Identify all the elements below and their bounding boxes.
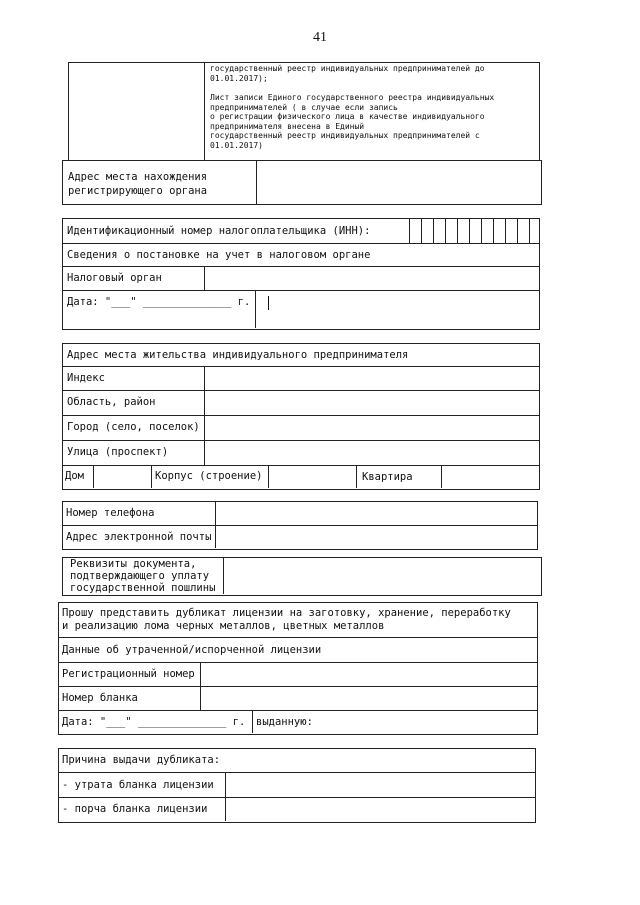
reason-loss-label: - утрата бланка лицензии — [62, 779, 214, 791]
tax-authority-label: Налоговый орган — [67, 272, 162, 284]
issued-label: выданную: — [256, 716, 313, 728]
reg-address-field[interactable] — [258, 162, 538, 202]
region-field[interactable] — [206, 392, 538, 414]
request-text-1: Прошу представить дубликат лицензии на заготовку, хранение, переработку — [62, 607, 511, 619]
index-label: Индекс — [67, 372, 105, 384]
form-number-label: Номер бланка — [62, 692, 138, 704]
street-label: Улица (проспект) — [67, 446, 169, 458]
house-field[interactable] — [95, 467, 150, 487]
tax-date-field[interactable] — [257, 292, 538, 327]
lost-license-data-label: Данные об утраченной/испорченной лицензии — [62, 644, 322, 656]
top-text-1: государственный реестр индивидуальных предпринимателей до 01.01.2017); — [210, 64, 485, 83]
inn-label: Идентификационный номер налогоплательщика (ИНН): — [67, 225, 371, 237]
city-field[interactable] — [206, 417, 538, 439]
house-label: Дом — [65, 470, 84, 482]
phone-label: Номер телефона — [66, 507, 155, 519]
issued-field[interactable] — [320, 712, 536, 732]
form-number-field[interactable] — [202, 688, 536, 709]
apartment-field[interactable] — [443, 467, 538, 487]
building-field[interactable] — [270, 467, 355, 487]
street-field[interactable] — [206, 442, 538, 464]
request-date-label: Дата: "___" ______________ г. — [62, 716, 246, 728]
reason-title: Причина выдачи дубликата: — [62, 754, 221, 766]
reg-address-label-1: Адрес места нахождения — [68, 171, 208, 183]
page-number: 41 — [313, 30, 327, 45]
index-field[interactable] — [206, 368, 538, 389]
payment-label-3: государственной пошлины — [70, 582, 216, 594]
tax-authority-field[interactable] — [206, 268, 538, 289]
building-label: Корпус (строение) — [155, 470, 263, 482]
reason-loss-field[interactable] — [227, 774, 534, 796]
inn-digit-cells[interactable] — [410, 219, 538, 242]
payment-label-2: подтверждающего уплату — [70, 570, 210, 582]
email-field[interactable] — [217, 527, 536, 548]
request-text-2: и реализацию лома черных металлов, цветных металлов — [62, 620, 385, 632]
phone-field[interactable] — [217, 503, 536, 524]
apartment-label: Квартира — [362, 471, 413, 483]
city-label: Город (село, поселок) — [67, 421, 200, 433]
reason-damage-field[interactable] — [227, 799, 534, 820]
payment-label-1: Реквизиты документа, — [70, 558, 197, 570]
reg-address-label-2: регистрирующего органа — [68, 185, 208, 197]
top-text-2: Лист записи Единого государственного реестра индивидуальных предпринимателей ( в случае если запись о регистрации физического лица в качестве индивидуального предпринимателя внесена в Единый государственный реестр индивидуальных предпринимателей с 01.01.2017) — [210, 93, 495, 150]
reg-number-label: Регистрационный номер — [62, 668, 195, 680]
reg-number-field[interactable] — [202, 664, 536, 685]
region-label: Область, район — [67, 396, 156, 408]
email-label: Адрес электронной почты — [66, 531, 212, 543]
tax-registration-label: Сведения о постановке на учет в налоговом органе — [67, 249, 371, 261]
payment-field[interactable] — [225, 559, 540, 593]
residence-title: Адрес места жительства индивидуального предпринимателя — [67, 349, 409, 361]
tax-date-label: Дата: "___" ______________ г. — [67, 296, 251, 308]
reason-damage-label: - порча бланка лицензии — [62, 803, 208, 815]
